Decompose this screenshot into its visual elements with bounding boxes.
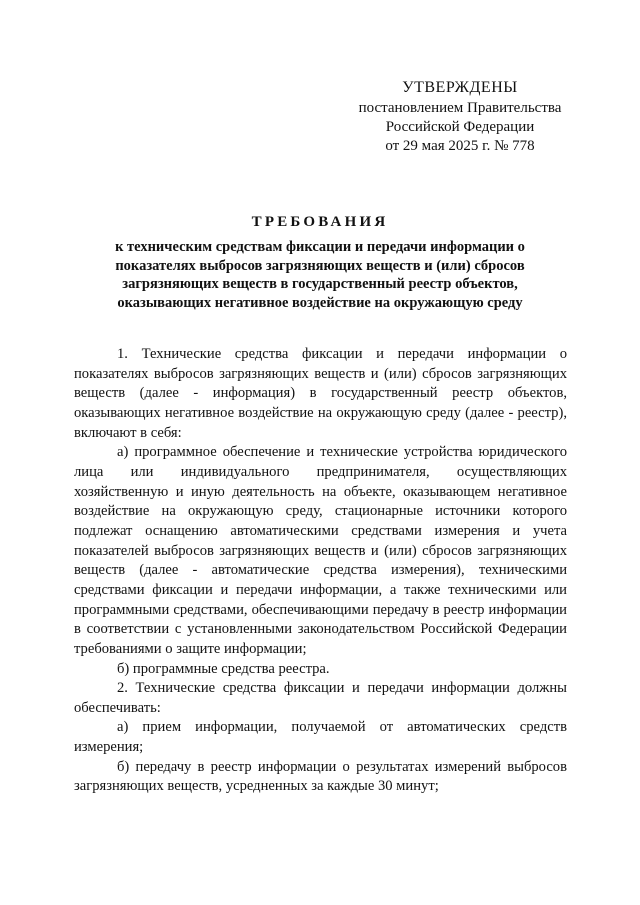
approval-line-government: Российской Федерации	[385, 119, 535, 135]
paragraph-2: 2. Технические средства фиксации и передачи информации должны обеспечивать:	[74, 680, 567, 716]
document-subtitle: к техническим средствам фиксации и передачи информации о показателях выбросов загрязняющих веществ и (или) сбросов загрязняющих веществ в государственный реестр объектов, оказывающих негативное воздействие на окружающую среду	[115, 239, 525, 312]
paragraph-2a: а) прием информации, получаемой от автоматических средств измерения;	[74, 719, 567, 756]
paragraph-1a: а) программное обеспечение и технические устройства юридического лица или индивидуального предпринимателя, осуществляющих хозяйственную и иную деятельность на объекте, оказывающем негативное воздействие на окружающую среду, стационарные источники которого подлежат оснащению автоматическими средствами измерения и учета показателей выбросов загрязняющих веществ и (или) сбросов загрязняющих веществ (далее - автоматические средства измерения), техническими средствами фиксации и передачи информации, а также техническими или программными средствами, обеспечивающими передачу в реестр информации в соответствии с установленными законодательством Российской Федерации требованиями о защите информации;	[74, 444, 567, 657]
approval-line-decree: постановлением Правительства	[358, 100, 562, 116]
paragraph-1: 1. Технические средства фиксации и передачи информации о показателях выбросов загрязняющих веществ и (или) сбросов загрязняющих веществ (далее - информация) в государственный реестр объектов, оказывающих негативное воздействие на окружающую среду (далее - реестр), включают в себя:	[74, 346, 567, 441]
document-title: ТРЕБОВАНИЯ	[251, 214, 389, 230]
approval-stamp	[346, 78, 574, 156]
paragraph-2b: б) передачу в реестр информации о результатах измерений выбросов загрязняющих веществ, усредненных за каждые 30 минут;	[74, 758, 567, 795]
document-body	[74, 345, 567, 797]
approval-heading: УТВЕРЖДЕНЫ	[402, 79, 518, 96]
approval-line-date: от 29 мая 2025 г. № 778	[385, 138, 535, 154]
paragraph-1b: б) программные средства реестра.	[117, 660, 330, 677]
